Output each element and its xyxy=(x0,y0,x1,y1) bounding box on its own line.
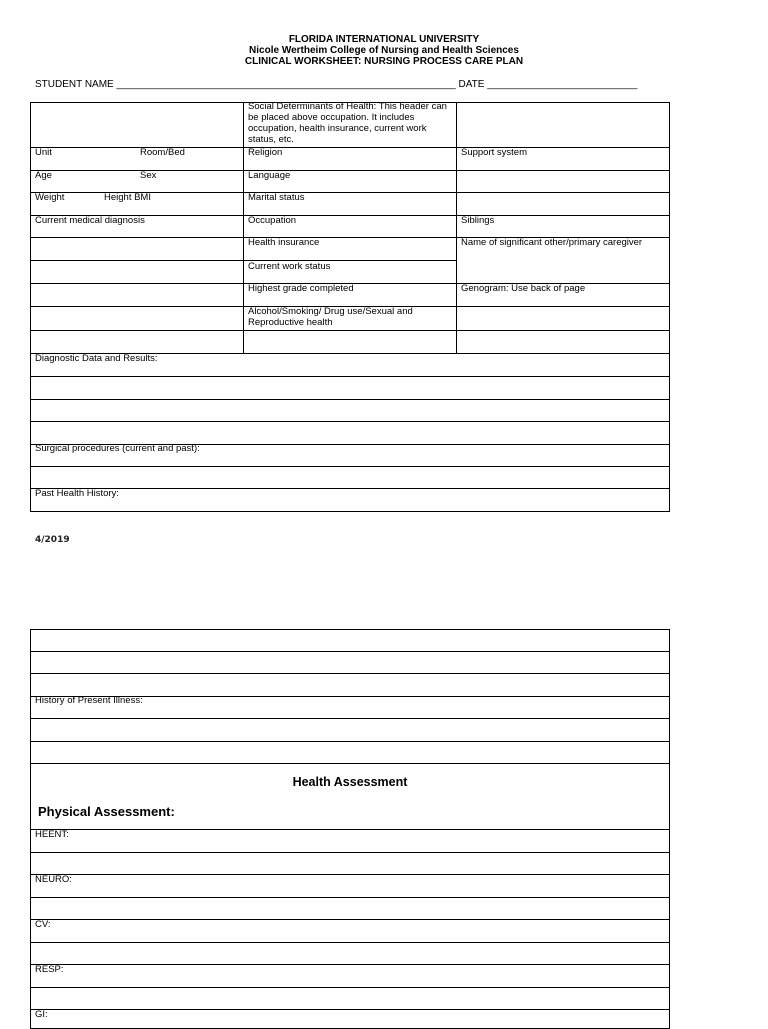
sdoh-note: Social Determinants of Health: This header can be placed above occupation. It includes occupation, health insurance, current work status, etc. xyxy=(248,101,447,145)
resp-label: RESP: xyxy=(35,964,64,975)
physical-assessment-heading: Physical Assessment: xyxy=(38,804,175,819)
religion-label: Religion xyxy=(248,147,283,158)
age-label: Age xyxy=(35,170,52,181)
height-bmi-label: Height BMI xyxy=(104,192,151,203)
significant-other-label: Name of significant other/primary caregiver xyxy=(461,237,643,248)
current-work-status-label: Current work status xyxy=(248,261,331,272)
neuro-label: NEURO: xyxy=(35,874,72,885)
alcohol-smoking-label: Alcohol/Smoking/ Drug use/Sexual and xyxy=(248,306,413,317)
language-label: Language xyxy=(248,170,291,181)
revision-date: 4/2019 xyxy=(35,535,70,545)
occupation-label: Occupation xyxy=(248,215,297,226)
support-system-label: Support system xyxy=(461,147,527,158)
highest-grade-label: Highest grade completed xyxy=(248,283,354,294)
heent-label: HEENT: xyxy=(35,829,69,840)
university-title: FLORIDA INTERNATIONAL UNIVERSITY xyxy=(288,34,480,45)
unit-label: Unit xyxy=(35,147,52,158)
health-insurance-label: Health insurance xyxy=(248,237,320,248)
student-name-date-line[interactable]: STUDENT NAME _____________________________________________________________ DATE ___________________________ xyxy=(35,79,638,90)
health-assessment-heading: Health Assessment xyxy=(292,775,408,789)
surgical-procedures-label: Surgical procedures (current and past): xyxy=(35,443,200,454)
cv-label: CV: xyxy=(35,919,51,930)
reproductive-health-label: Reproductive health xyxy=(248,317,333,328)
worksheet-title: CLINICAL WORKSHEET: NURSING PROCESS CARE PLAN xyxy=(244,56,524,67)
siblings-label: Siblings xyxy=(461,215,495,226)
room-bed-label: Room/Bed xyxy=(140,147,185,158)
past-health-history-label: Past Health History: xyxy=(35,488,119,499)
medical-diagnosis-label: Current medical diagnosis xyxy=(35,215,145,226)
gi-label: GI: xyxy=(35,1009,48,1020)
history-present-illness-label: History of Present Illness: xyxy=(35,695,143,706)
college-title: Nicole Wertheim College of Nursing and Health Sciences xyxy=(249,45,519,56)
diagnostic-data-label: Diagnostic Data and Results: xyxy=(35,353,158,364)
marital-status-label: Marital status xyxy=(248,192,305,203)
genogram-label: Genogram: Use back of page xyxy=(461,283,586,294)
weight-label: Weight xyxy=(35,192,65,203)
sex-label: Sex xyxy=(140,170,157,181)
